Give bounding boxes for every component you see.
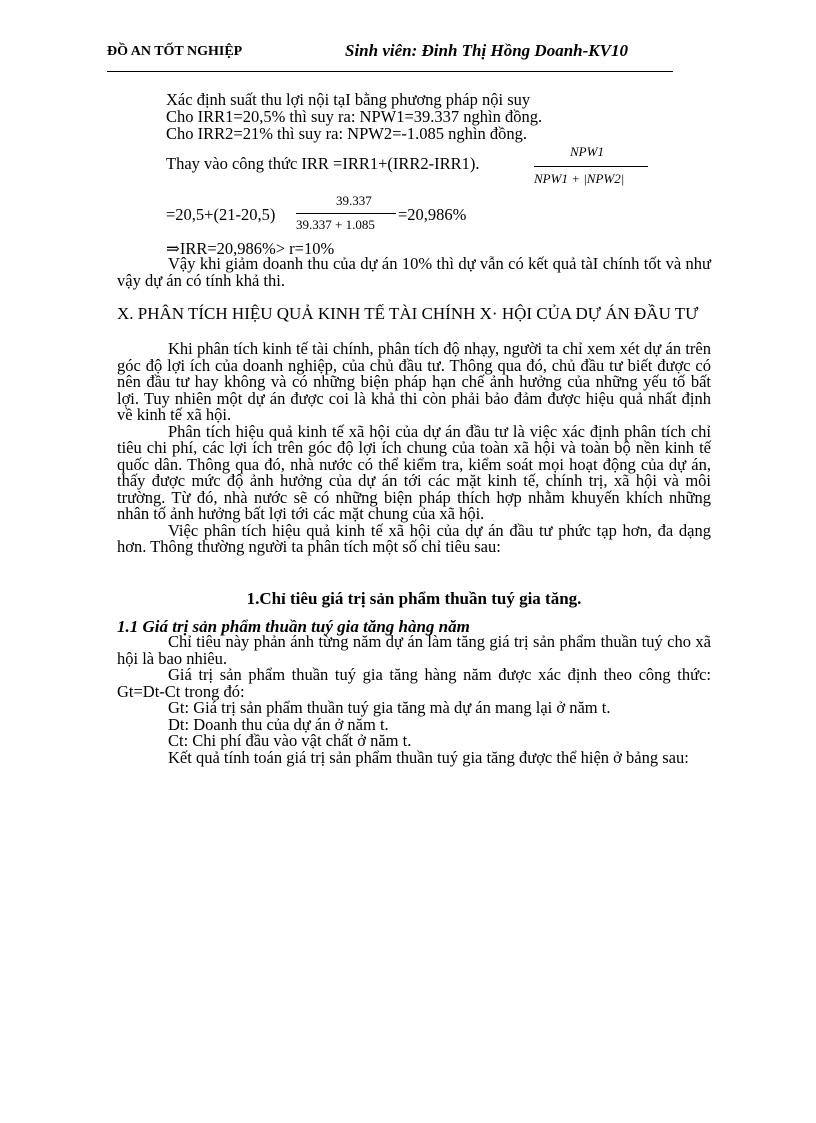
definition-gt: Gt: Giá trị sản phẩm thuần tuý gia tăng mà dự án mang lại ở năm t.: [168, 698, 611, 717]
section-x-paragraph-1: Khi phân tích kinh tế tài chính, phân tích độ nhạy, người ta chỉ xem xét dự án trên góc độ lợi ích của doanh nghiệp, của chủ đầu tư. Thông qua đó, chủ đầu tư biết được có nên đầu tư hay không và có những biện pháp hạn chế ảnh hưởng của những yếu tố bất lợi. Tuy nhiên một dự án được coi là khả thi còn phải bảo đảm được hiệu quả nhất định về kinh tế xã hội.: [117, 339, 711, 424]
section-x-title: X. PHÂN TÍCH HIỆU QUẢ KINH TẾ TÀI CHÍNH X· HỘI CỦA DỰ ÁN ĐẦU TƯ: [117, 304, 699, 323]
irr-line-1: Xác định suất thu lợi nội tạI bằng phương pháp nội suy: [166, 90, 531, 109]
irr-calc-prefix: =20,5+(21-20,5): [166, 205, 276, 224]
irr-conclusion: ⇒IRR=20,986%> r=10%: [166, 239, 335, 258]
fraction-bar: [296, 213, 396, 214]
irr-summary-block: [117, 256, 711, 289]
irr-line-3: Cho IRR2=21% thì suy ra: NPW2=-1.085 nghìn đồng.: [166, 124, 527, 143]
irr-calc-denominator: 39.337 + 1.085: [296, 217, 375, 232]
subsection-1-1-heading: 1.1 Giá trị sản phẩm thuần tuý gia tăng hàng năm: [117, 617, 470, 636]
section-x-paragraph-2: Phân tích hiệu quả kinh tế xã hội của dự án đầu tư là việc xác định phân tích chỉ tiêu chi phí, các lợi ích trên góc độ lợi ích chung của toàn xã hội và toàn bộ nền kinh tế quốc dân. Thông qua đó, nhà nước có thể kiểm tra, kiểm soát mọi hoạt động của dự án, thấy được mức độ ảnh hưởng của dự án tới các mặt kinh tế, chính trị, xã hội và môi trường. Từ đó, nhà nước sẽ có những biện pháp thích hợp nhằm khuyến khích những nhân tố ảnh hưởng bất lợi tới các mặt chung của xã hội.: [117, 421, 711, 523]
subsection-1-1-body: [117, 634, 711, 766]
irr-formula-numerator: NPW1: [570, 144, 604, 159]
header-title: ĐỒ AN TỐT NGHIỆP: [107, 44, 243, 59]
header-author: Sinh viên: Đinh Thị Hồng Doanh-KV10: [345, 41, 628, 60]
definition-dt: Dt: Doanh thu của dự án ở năm t.: [168, 714, 389, 734]
irr-calc-numerator: 39.337: [336, 193, 372, 208]
irr-calc-result: =20,986%: [398, 205, 467, 224]
irr-summary: Vậy khi giảm doanh thu của dự án 10% thì dự vẫn có kết quả tàI chính tốt và như vậy dự án có tính khả thi.: [117, 254, 711, 290]
section-x-body: [117, 341, 711, 556]
irr-line-2: Cho IRR1=20,5% thì suy ra: NPW1=39.337 nghìn đồng.: [166, 107, 543, 126]
irr-formula-denominator: NPW1 + |NPW2|: [534, 171, 625, 186]
subsection-1-heading: 1.Chỉ tiêu giá trị sản phẩm thuần tuý gia tăng.: [246, 589, 582, 608]
header-divider: [107, 71, 673, 72]
irr-formula-prefix: Thay vào công thức IRR =IRR1+(IRR2-IRR1).: [166, 154, 480, 173]
definition-ct: Ct: Chi phí đầu vào vật chất ở năm t.: [168, 731, 412, 750]
fraction-bar: [534, 166, 648, 167]
subsection-paragraph-3: Kết quả tính toán giá trị sản phẩm thuần tuý gia tăng được thể hiện ở bảng sau:: [168, 747, 689, 767]
subsection-paragraph-2: Giá trị sản phẩm thuần tuý gia tăng hàng năm được xác định theo công thức: Gt=Dt-Ct trong đó:: [117, 665, 711, 701]
subsection-paragraph-1: Chỉ tiêu này phản ánh từng năm dự án làm tăng giá trị sản phẩm thuần tuý cho xã hội là bao nhiêu.: [117, 632, 711, 668]
section-x-paragraph-3: Việc phân tích hiệu quả kinh tế xã hội của dự án đầu tư phức tạp hơn, đa dạng hơn. Thông thường người ta phân tích một số chỉ tiêu sau:: [117, 520, 711, 556]
